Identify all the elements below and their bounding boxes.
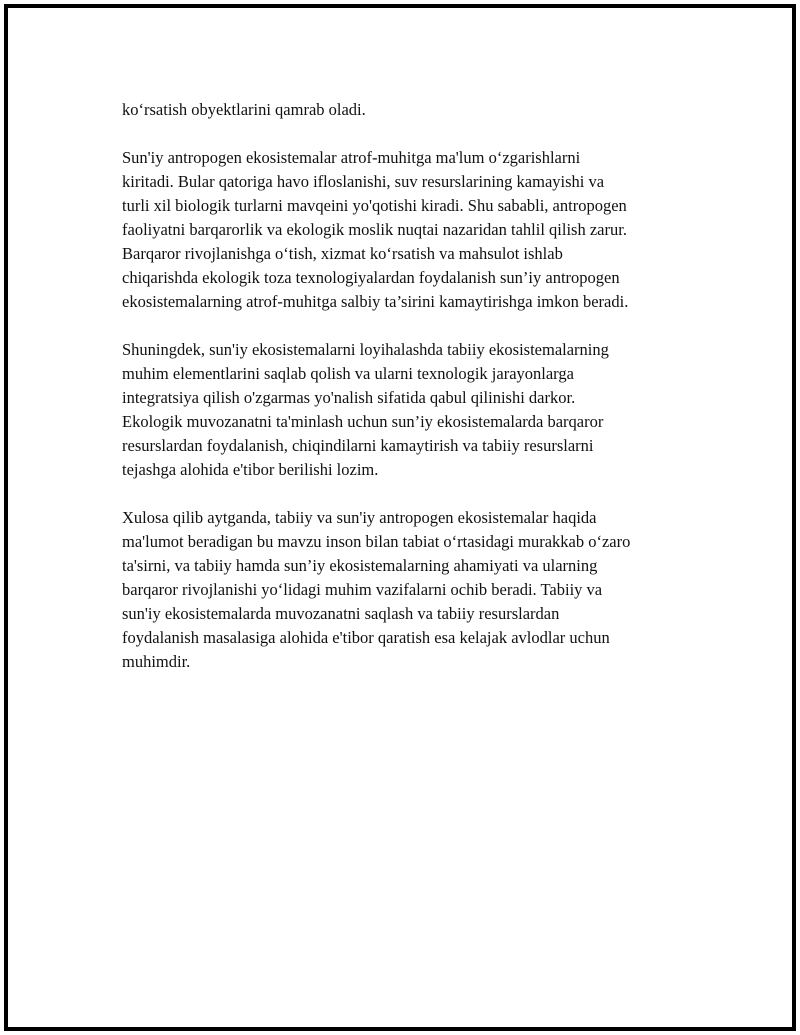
text-line: Barqaror rivojlanishga o‘tish, xizmat ko‘rsatish va mahsulot ishlab bbox=[122, 244, 563, 263]
paragraph-3 bbox=[122, 338, 702, 482]
text-line: barqaror rivojlanishi yo‘lidagi muhim vazifalarni ochib beradi. Tabiiy va bbox=[122, 580, 603, 599]
paragraph-2 bbox=[122, 146, 702, 314]
text-line: Shuningdek, sun'iy ekosistemalarni loyihalashda tabiiy ekosistemalarning bbox=[122, 340, 609, 359]
text-line: muhimdir. bbox=[122, 652, 191, 671]
text-line: Sun'iy antropogen ekosistemalar atrof-muhitga ma'lum o‘zgarishlarni bbox=[122, 148, 581, 167]
text-line: sun'iy ekosistemalarda muvozanatni saqlash va tabiiy resurslardan bbox=[122, 604, 560, 623]
text-line: integratsiya qilish o'zgarmas yo'nalish sifatida qabul qilinishi darkor. bbox=[122, 388, 576, 407]
paragraph-1 bbox=[122, 98, 702, 122]
text-line: Xulosa qilib aytganda, tabiiy va sun'iy antropogen ekosistemalar haqida bbox=[122, 508, 597, 527]
text-line: ma'lumot beradigan bu mavzu inson bilan tabiat o‘rtasidagi murakkab o‘zaro bbox=[122, 532, 631, 551]
text-line: ekosistemalarning atrof-muhitga salbiy ta’sirini kamaytirishga imkon beradi. bbox=[122, 292, 629, 311]
text-line: chiqarishda ekologik toza texnologiyalardan foydalanish sun’iy antropogen bbox=[122, 268, 620, 287]
text-line: resurslardan foydalanish, chiqindilarni kamaytirish va tabiiy resurslarni bbox=[122, 436, 594, 455]
text-line: foydalanish masalasiga alohida e'tibor qaratish esa kelajak avlodlar uchun bbox=[122, 628, 610, 647]
text-line: Ekologik muvozanatni ta'minlash uchun sun’iy ekosistemalarda barqaror bbox=[122, 412, 604, 431]
text-line: kiritadi. Bular qatoriga havo ifloslanishi, suv resurslarining kamayishi va bbox=[122, 172, 605, 191]
text-line: turli xil biologik turlarni mavqeini yo'qotishi kiradi. Shu sababli, antropogen bbox=[122, 196, 627, 215]
paragraph-4 bbox=[122, 506, 702, 674]
document-page bbox=[4, 4, 796, 1031]
document-body bbox=[122, 98, 702, 698]
text-line: tejashga alohida e'tibor berilishi lozim. bbox=[122, 460, 379, 479]
text-line: faoliyatni barqarorlik va ekologik moslik nuqtai nazaridan tahlil qilish zarur. bbox=[122, 220, 627, 239]
text-line: muhim elementlarini saqlab qolish va ularni texnologik jarayonlarga bbox=[122, 364, 574, 383]
text-line: ta'sirni, va tabiiy hamda sun’iy ekosistemalarning ahamiyati va ularning bbox=[122, 556, 598, 575]
text-line: ko‘rsatish obyektlarini qamrab oladi. bbox=[122, 100, 366, 119]
